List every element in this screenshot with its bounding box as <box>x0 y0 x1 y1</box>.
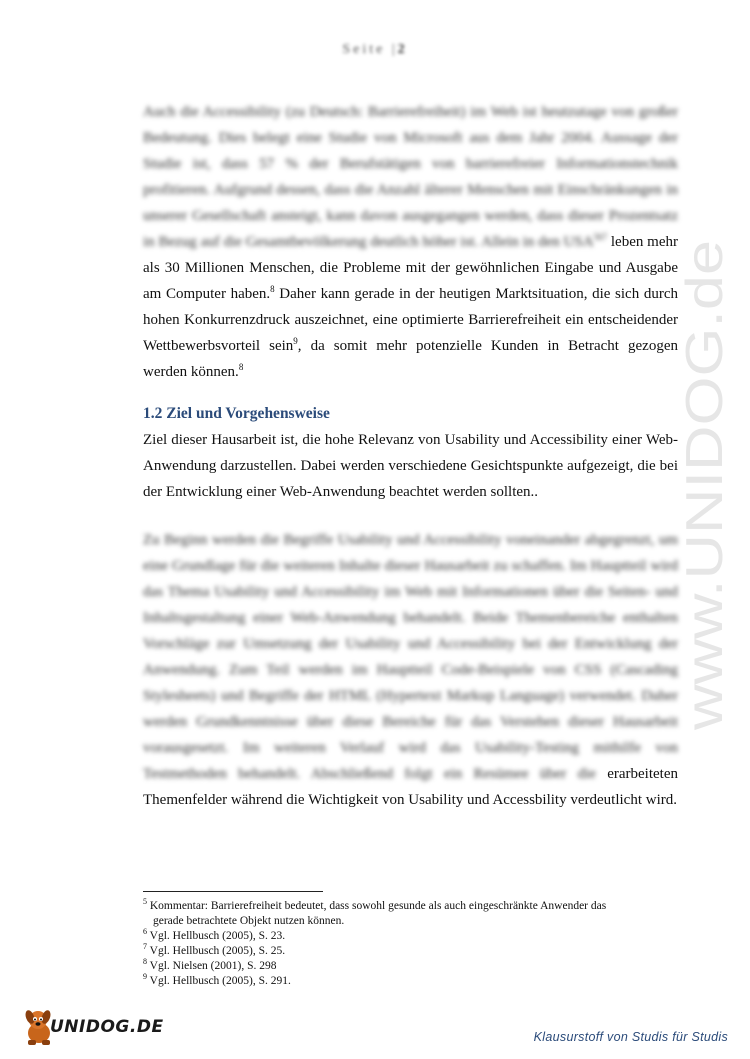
visible-text-c: , da somit mehr potenzielle Kunden in Betracht gezogen werden können. <box>143 338 678 380</box>
visible-text-b: Daher kann gerade in der heutigen Marktsituation, die sich durch hohen Konkurrenzdruck auszeichnet, eine optimierte Barrierefreiheit ein entscheidender Wettbewerbsvorteil sein <box>143 286 679 354</box>
page-number: 2 <box>397 42 408 57</box>
footnote-ref-blurred-a: 5 <box>593 232 599 242</box>
footnote-ref-blurred-b: 6 <box>598 232 603 242</box>
unidog-logo[interactable] <box>22 1007 172 1047</box>
footnote-ref-9: 9 <box>293 336 298 346</box>
footnote-item: $^8$ Vgl. Nielsen (2001), S. 298 <box>143 957 277 972</box>
footnote-ref-8a: 8 <box>270 284 275 294</box>
paragraph-goal: Ziel dieser Hausarbeit ist, die hohe Relevanz von Usability und Accessibility einer Web-Anwendung darzustellen. Dabei werden verschiedene Gesichtspunkte aufgezeigt, die bei der Entwicklung einer Web-Anwendung beachtet werden sollten.. <box>143 432 678 500</box>
visible-text: erarbeiteten Themenfelder während die Wichtigkeit von Usability und Accessbility verdeutlicht wird. <box>143 766 678 808</box>
paragraph-accessibility <box>143 99 678 385</box>
footnote-item: $^6$ Vgl. Hellbusch (2005), S. 23. <box>143 927 286 942</box>
paragraph-approach <box>143 527 678 813</box>
footnote-ref-8b: 8 <box>238 362 244 372</box>
page-label: Seite <box>342 42 386 57</box>
page-separator: | <box>391 42 398 57</box>
footer-tagline: Klausurstoff von Studis für Studis <box>533 1030 728 1044</box>
footnote-divider <box>143 891 323 892</box>
section-heading: 1.2 Ziel und Vorgehensweise <box>143 405 330 422</box>
page-header <box>0 42 750 58</box>
blurred-text: Zu Beginn werden die Begriffe Usability und Accessibility voneinander abgegrenzt, um eine Grundlage für die weiteren Inhalte dieser Hausarbeit zu schaffen. Im Hauptteil wird das Thema Usability und Accessibility im Web mit Informationen über die Seiten- und Inhaltsgestaltung einer Web-Anwendung behandelt. Beide Themenbereiche enthalten Vorschläge zur Umsetzung der Usability und Accessibility bei der Entwicklung der Anwendung. Zum Teil werden im Hauptteil Code-Beispiele von CSS (Cascading Stylesheets) und Begriffe der HTML (Hypertext Markup Language) verwendet. Daher werden Grundkenntnisse über diese Bereiche für das Verstehen dieser Hausarbeit vorausgesetzt. Im weiteren Verlauf wird das Usability-Testing mithilfe von Testmethoden behandelt. Abschließend folgt ein Resümee über die <box>143 532 678 782</box>
blurred-text: Auch die Accessibility (zu Deutsch: Barrierefreiheit) im Web ist heutzutage von großer Bedeutung. Dies belegt eine Studie von Microsoft aus dem Jahr 2004. Aussage der Studie ist, dass 57 % der Berufstätigen von barrierefreier Informationstechnik profitieren. Aufgrund dessen, dass die Anzahl älterer Menschen mit Einschränkungen in unserer Gesellschaft ansteigt, kann davon ausgegangen werden, dass dieser Prozentsatz in Bezug auf die Gesamtbevölkerung deutlich höher ist. Allein in den USA$^{567}$ <box>143 104 678 250</box>
logo-text: UNIDOG.DE <box>50 1017 164 1037</box>
visible-text-a: leben mehr als 30 Millionen Menschen, die Probleme mit der gewöhnlichen Eingabe und Ausgabe am Computer haben. <box>143 234 679 302</box>
footnote-item: $^9$ Vgl. Hellbusch (2005), S. 291. <box>143 972 291 987</box>
footnotes <box>143 899 663 989</box>
watermark-text: www.UNIDOG.de <box>676 325 734 730</box>
footnote-ref-blurred-c: 7 <box>602 232 608 242</box>
watermark <box>660 220 750 740</box>
footnote-item: $^7$ Vgl. Hellbusch (2005), S. 25. <box>143 942 286 957</box>
footnote-item: $^5$ Kommentar: Barrierefreiheit bedeutet, dass sowohl gesunde als auch eingeschränkte Anwender das gerade betrachtete Objekt nutzen können. <box>143 897 607 927</box>
